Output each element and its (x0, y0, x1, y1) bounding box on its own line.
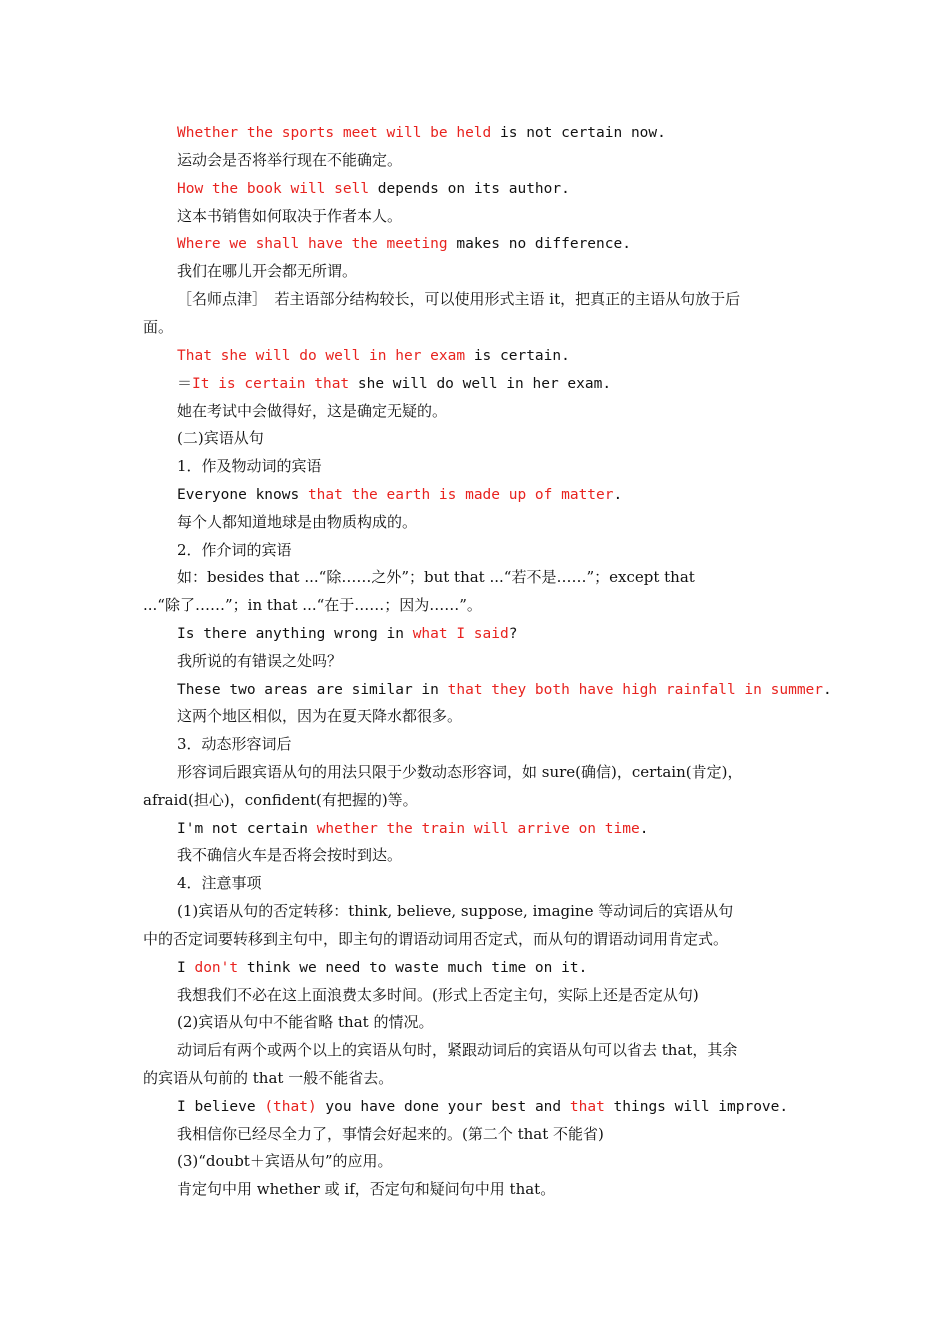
text-line (177, 512, 417, 532)
text-segment: . (823, 682, 832, 698)
text-segment: . (639, 821, 649, 837)
text-segment: afraid(担心)，confident(有把握的)等。 (143, 791, 418, 809)
text-segment: Everyone knows (177, 487, 308, 503)
highlighted-clause: what I said (412, 626, 509, 642)
text-line (177, 1040, 737, 1060)
text-line (177, 456, 322, 476)
text-line (177, 567, 695, 587)
text-segment: ...“除了……”；in that ...“在于……；因为……”。 (143, 596, 482, 614)
text-segment: 这两个地区相似，因为在夏天降水都很多。 (177, 707, 463, 725)
text-segment: I believe (177, 1099, 265, 1115)
text-segment: things will improve. (604, 1099, 789, 1115)
text-line (177, 122, 666, 143)
text-line (177, 484, 622, 505)
text-line (177, 428, 264, 448)
text-line (177, 206, 402, 226)
text-segment: ［名师点津］ 若主语部分结构较长，可以使用形式主语 it，把真正的主语从句放于后 (177, 290, 741, 308)
text-segment: ＝ (177, 374, 193, 392)
text-line (143, 317, 173, 337)
text-segment: 4．注意事项 (177, 874, 262, 892)
text-segment: (2)宾语从句中不能省略 that 的情况。 (177, 1013, 434, 1031)
text-line (177, 845, 402, 865)
text-segment: . (613, 487, 623, 503)
text-segment: These two areas are similar in (177, 682, 448, 698)
text-line (177, 901, 733, 921)
text-line (177, 706, 462, 726)
highlighted-clause: that they both have high rainfall in summer (447, 682, 824, 698)
text-segment: 1．作及物动词的宾语 (177, 457, 322, 475)
highlighted-clause: That she will do well in her exam (177, 348, 466, 364)
text-line (177, 734, 292, 754)
text-line (177, 1012, 433, 1032)
text-segment: 我想我们不必在这上面浪费太多时间。(形式上否定主句，实际上还是否定从句) (177, 986, 699, 1004)
text-line (177, 1151, 393, 1171)
text-segment: 动词后有两个或两个以上的宾语从句时，紧跟动词后的宾语从句可以省去 that，其余 (177, 1041, 738, 1059)
text-segment: 2．作介词的宾语 (177, 541, 292, 559)
text-line (177, 401, 447, 421)
text-line (177, 762, 742, 782)
text-segment: 她在考试中会做得好，这是确定无疑的。 (177, 402, 448, 420)
text-segment: 这本书销售如何取决于作者本人。 (177, 207, 403, 225)
text-segment: 我所说的有错误之处吗？ (177, 652, 343, 670)
text-line (177, 289, 740, 309)
text-line (177, 651, 342, 671)
text-line (177, 1096, 788, 1117)
highlighted-clause: that (569, 1099, 605, 1115)
text-line (177, 150, 402, 170)
text-line (177, 985, 699, 1005)
text-segment: 运动会是否将举行现在不能确定。 (177, 151, 403, 169)
text-line (177, 873, 262, 893)
text-segment: 3．动态形容词后 (177, 735, 292, 753)
text-line (177, 178, 570, 199)
text-segment: (二)宾语从句 (177, 429, 264, 447)
text-segment: 如：besides that ...“除……之外”；but that ...“若不是……”；except that (177, 568, 695, 586)
text-segment: (1)宾语从句的否定转移：think, believe, suppose, imagine 等动词后的宾语从句 (177, 902, 734, 920)
text-line (177, 623, 517, 644)
text-segment: 肯定句中用 whether 或 if，否定句和疑问句中用 that。 (177, 1180, 556, 1198)
text-segment: makes no difference. (447, 236, 631, 252)
text-segment: I'm not certain (177, 821, 317, 837)
text-line (177, 679, 832, 700)
text-segment: ? (508, 626, 518, 642)
highlighted-clause: Where we shall have the meeting (177, 236, 448, 252)
text-line (177, 233, 631, 254)
text-segment: (3)“doubt＋宾语从句”的应用。 (177, 1152, 393, 1170)
text-segment: is certain. (465, 348, 570, 364)
highlighted-clause: that the earth is made up of matter (307, 487, 614, 503)
text-line (177, 261, 357, 281)
highlighted-clause: don't (194, 960, 239, 976)
text-segment: 形容词后跟宾语从句的用法只限于少数动态形容词，如 sure(确信)，certain(肯定)， (177, 763, 743, 781)
text-line (143, 790, 418, 810)
text-segment: 中的否定词要转移到主句中，即主句的谓语动词用否定式，而从句的谓语动词用肯定式。 (143, 930, 729, 948)
text-segment: 我相信你已经尽全力了，事情会好起来的。(第二个 that 不能省) (177, 1125, 604, 1143)
text-line (143, 595, 482, 615)
text-segment: 每个人都知道地球是由物质构成的。 (177, 513, 418, 531)
text-segment: depends on its author. (369, 181, 570, 197)
text-line (143, 1068, 393, 1088)
text-line (177, 818, 648, 839)
text-line (177, 540, 292, 560)
text-segment: 我们在哪儿开会都无所谓。 (177, 262, 358, 280)
highlighted-clause: How the book will sell (177, 181, 370, 197)
text-segment: 我不确信火车是否将会按时到达。 (177, 846, 403, 864)
highlighted-clause: It is certain that (192, 376, 350, 392)
text-segment: 面。 (143, 318, 174, 336)
text-segment: Is there anything wrong in (177, 626, 413, 642)
text-segment: she will do well in her exam. (349, 376, 612, 392)
text-segment: is not certain now. (491, 125, 666, 141)
highlighted-clause: Whether the sports meet will be held (177, 125, 492, 141)
text-line (143, 929, 728, 949)
highlighted-clause: (that) (264, 1099, 317, 1115)
text-segment: 的宾语从句前的 that 一般不能省去。 (143, 1069, 394, 1087)
text-line (177, 957, 587, 978)
highlighted-clause: whether the train will arrive on time (316, 821, 640, 837)
text-segment: you have done your best and (316, 1099, 570, 1115)
text-segment: think we need to waste much time on it. (238, 960, 588, 976)
text-line (177, 1179, 555, 1199)
text-line (177, 373, 611, 394)
text-line (177, 345, 570, 366)
text-segment: I (177, 960, 195, 976)
text-line (177, 1124, 604, 1144)
